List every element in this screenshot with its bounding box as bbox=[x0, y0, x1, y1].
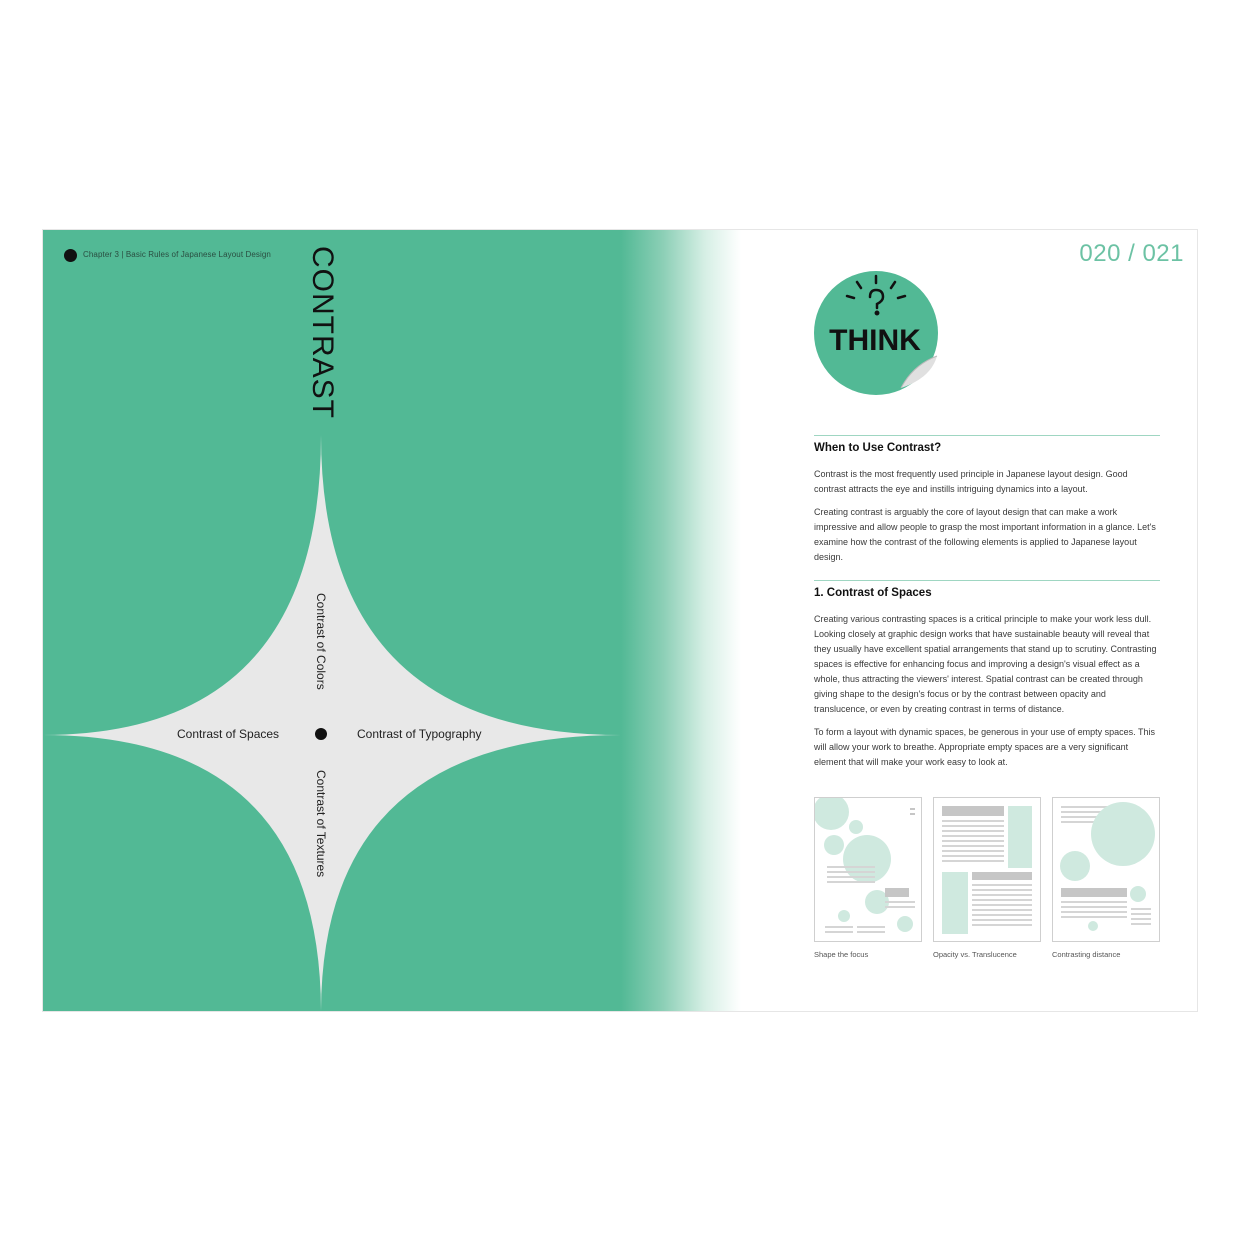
divider bbox=[814, 580, 1160, 581]
book-spread bbox=[42, 229, 1198, 1012]
gutter-gradient bbox=[621, 230, 741, 1011]
thumbnail-contrasting-distance bbox=[1052, 797, 1160, 942]
chapter-bullet bbox=[64, 249, 77, 262]
thumbnail-caption: Shape the focus bbox=[814, 950, 869, 959]
left-page bbox=[43, 230, 621, 1011]
paragraph: Creating various contrasting spaces is a critical principle to make your work less dull. Looking closely at graphic design works that have sustainable beauty will reveal that they usually have excellent spatial arrangements that stand up to scrutiny. Contrasting spaces is effective for enhancing focus and improving a design's visual effect as a whole, thus attracting the viewers' interest. Spatial contrast can be created through giving shape to the design's focus or by the contrast between opacity and translucence, or even by creating contrast in terms of distance. bbox=[814, 614, 1157, 714]
label-contrast-spaces: Contrast of Spaces bbox=[177, 727, 280, 741]
text-column bbox=[814, 435, 1160, 778]
label-contrast-typography: Contrast of Typography bbox=[357, 727, 482, 741]
divider bbox=[814, 435, 1160, 436]
heading-when-to-use: When to Use Contrast? bbox=[814, 442, 942, 454]
heading-contrast-spaces: 1. Contrast of Spaces bbox=[814, 587, 932, 599]
thumbnail-caption: Opacity vs. Translucence bbox=[933, 950, 1017, 959]
chapter-label: Chapter 3 | Basic Rules of Japanese Layout Design bbox=[83, 250, 271, 259]
thumbnail-shape-focus bbox=[814, 797, 922, 942]
page-title: CONTRAST bbox=[306, 246, 339, 419]
thumbnail-opacity-translucence bbox=[933, 797, 1041, 942]
page-numbers: 020 / 021 bbox=[1079, 240, 1184, 267]
paragraph: To form a layout with dynamic spaces, be generous in your use of empty spaces. This will allow your work to breathe. Appropriate empty spaces are a very significant element that will make your work easy to look at. bbox=[814, 727, 1156, 767]
paragraph: Contrast is the most frequently used principle in Japanese layout design. Good contrast attracts the eye and instills intriguing dynamics into a layout. bbox=[814, 469, 1128, 494]
center-dot bbox=[315, 728, 327, 740]
example-thumbnails bbox=[814, 797, 1162, 962]
think-sticker bbox=[813, 270, 943, 400]
paragraph: Creating contrast is arguably the core of layout design that can make a work impressive and allow people to grasp the most important information in a glance. Let's examine how the contrast of the following elements is applied to Japanese layout design. bbox=[814, 507, 1156, 562]
sticker-label: THINK bbox=[829, 324, 921, 357]
label-contrast-colors: Contrast of Colors bbox=[314, 593, 328, 690]
four-point-star-shape bbox=[43, 435, 621, 1012]
label-contrast-textures: Contrast of Textures bbox=[314, 770, 328, 878]
thumbnail-caption: Contrasting distance bbox=[1052, 950, 1121, 959]
